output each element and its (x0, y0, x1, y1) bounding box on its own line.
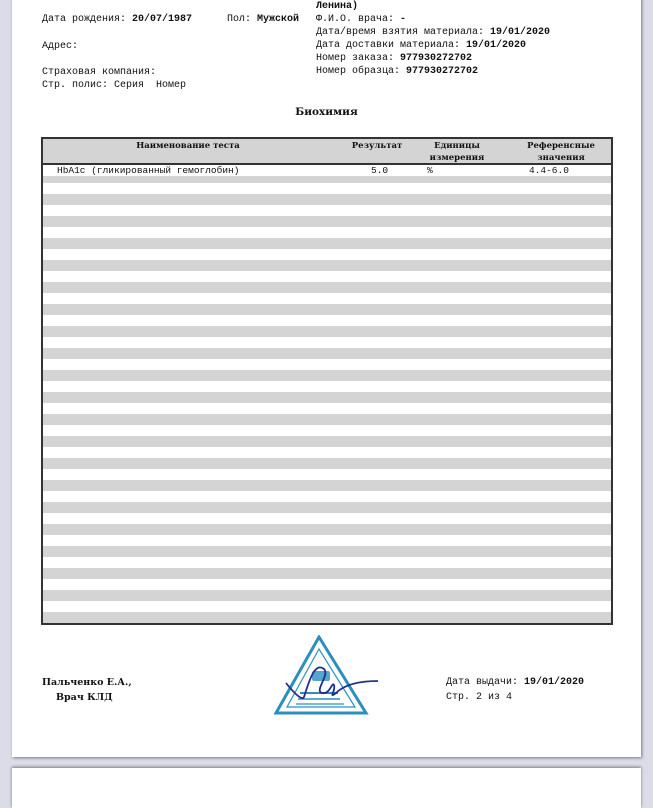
section-title: Биохимия (295, 106, 358, 118)
material-delivered-label: Дата доставки материала: (316, 40, 461, 51)
doctor-line (316, 13, 406, 26)
header-reference-line2: значения (537, 153, 585, 163)
material-delivered-value: 19/01/2020 (466, 40, 527, 51)
lab-stamp-icon (274, 635, 394, 725)
doctor-label: Ф.И.О. врача: (316, 14, 395, 25)
order-number-value: 977930272702 (400, 53, 473, 64)
header-test-name: Наименование теста (136, 141, 240, 151)
document-page (12, 0, 641, 757)
cell-result: 5.0 (371, 165, 389, 176)
header-reference-line1: Референсные (527, 141, 595, 151)
insurance-label: Страховая компания: (42, 67, 157, 78)
birth-date-label: Дата рождения: (42, 14, 127, 25)
sex-label: Пол: (227, 14, 252, 25)
header-units-line2: измерения (429, 153, 485, 163)
results-table (41, 137, 613, 625)
address-label: Адрес: (42, 41, 79, 52)
next-page-edge (12, 768, 641, 808)
doctor-value: - (400, 14, 407, 25)
issue-date-line (446, 676, 584, 689)
material-delivered-line (316, 39, 526, 52)
header-units-line1: Единицы (434, 141, 480, 151)
sample-number-label: Номер образца: (316, 66, 401, 77)
signer-role: Врач КЛД (56, 692, 113, 703)
header-reference (511, 140, 611, 164)
sex-line (227, 13, 299, 26)
issue-date-value: 19/01/2020 (524, 677, 585, 688)
cell-reference: 4.4-6.0 (529, 165, 569, 176)
table-row (43, 165, 611, 176)
policy-label: Стр. полис: Серия Номер (42, 80, 187, 91)
order-number-label: Номер заказа: (316, 53, 395, 64)
signer-name: Пальченко Е.А., (42, 677, 132, 688)
cell-test-name: HbA1c (гликированный гемоглобин) (57, 165, 240, 176)
birth-date-value: 20/07/1987 (132, 14, 193, 25)
order-number-line (316, 52, 472, 65)
header-units (417, 140, 497, 164)
header-result: Результат (351, 141, 403, 151)
material-taken-line (316, 26, 550, 39)
sample-number-value: 977930272702 (406, 66, 479, 77)
birth-date-line (42, 13, 192, 26)
material-taken-value: 19/01/2020 (490, 27, 551, 38)
address-tail: Ленина) (316, 1, 359, 12)
sample-number-line (316, 65, 478, 78)
page-info: Стр. 2 из 4 (446, 692, 513, 703)
issue-date-label: Дата выдачи: (446, 677, 519, 688)
material-taken-label: Дата/время взятия материала: (316, 27, 485, 38)
sex-value: Мужской (257, 14, 300, 25)
cell-units: % (427, 165, 433, 176)
table-header (43, 139, 611, 165)
